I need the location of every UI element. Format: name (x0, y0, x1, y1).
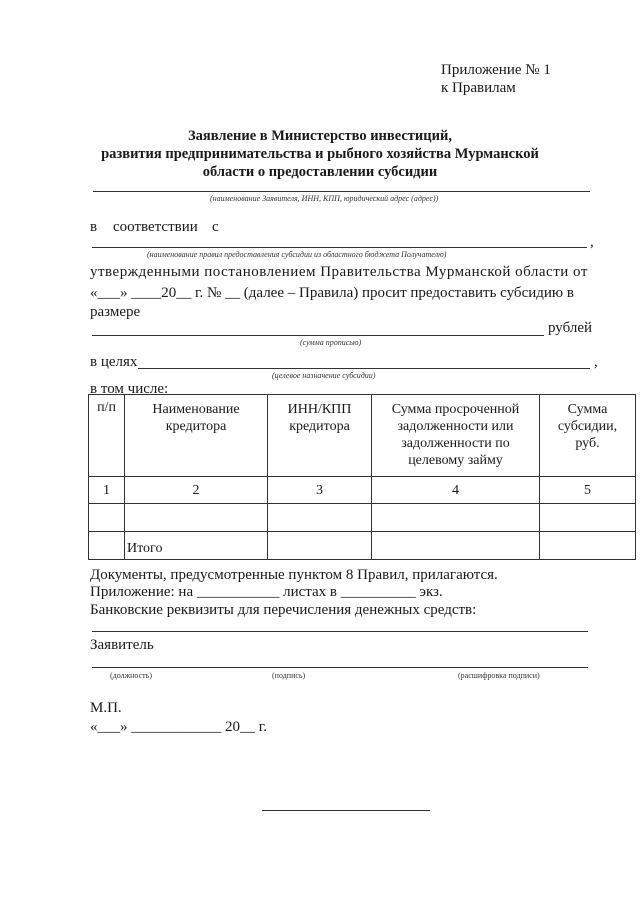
table-cell (540, 532, 636, 560)
rules-caption: (наименование правил предоставления субсидии из областного бюджета Получателю) (147, 250, 447, 259)
applicant-label: Заявитель (90, 637, 154, 653)
total-label: Итого (125, 532, 268, 560)
bottom-divider (262, 810, 430, 811)
appendix-rules: к Правилам (441, 80, 516, 96)
amount-fill-line (92, 335, 544, 336)
bank-details-text: Банковские реквизиты для перечисления денежных средств: (90, 602, 477, 618)
purpose-fill-line (138, 368, 590, 369)
bank-fill-line (92, 631, 588, 632)
table-row (89, 504, 636, 532)
number-cell: 1 (89, 477, 125, 504)
rules-comma: , (590, 234, 594, 250)
date-number-text: «___» ____20__ г. № __ (далее – Правила) просит предоставить субсидию в (90, 285, 574, 301)
approved-text: утвержденными постановлением Правительства Мурманской области от (90, 264, 588, 280)
header-cell-inn: ИНН/КПП кредитора (268, 395, 372, 477)
table-cell (89, 532, 125, 560)
size-label: размере (90, 304, 141, 320)
accordance-word: соответствии (113, 219, 198, 235)
attachment-text: Приложение: на ___________ листах в __________ экз. (90, 584, 443, 600)
applicant-caption: (наименование Заявителя, ИНН, КПП, юридический адрес (адрес)) (210, 194, 439, 203)
header-cell-number: п/п (89, 395, 125, 477)
table-cell (268, 504, 372, 532)
table-cell (372, 504, 540, 532)
accordance-v: в (90, 219, 98, 235)
document-title-line-3: области о предоставлении субсидии (202, 164, 438, 180)
table-cell (125, 504, 268, 532)
header-cell-subsidy: Сумма субсидии, руб. (540, 395, 636, 477)
rubles-label: рублей (548, 320, 593, 336)
appendix-number: Приложение № 1 (441, 62, 551, 78)
documents-text: Документы, предусмотренные пунктом 8 Правил, прилагаются. (90, 567, 498, 583)
number-cell: 4 (372, 477, 540, 504)
document-title-line-1: Заявление в Министерство инвестиций, (188, 128, 452, 144)
including-label: в том числе: (90, 381, 169, 397)
purpose-caption: (целевое назначение субсидии) (272, 371, 376, 380)
table-cell (268, 532, 372, 560)
purpose-comma: , (594, 354, 598, 370)
table-cell (372, 532, 540, 560)
table-total-row (89, 532, 636, 560)
amount-caption: (сумма прописью) (300, 338, 362, 347)
header-cell-creditor: Наименование кредитора (125, 395, 268, 477)
accordance-s: с (212, 219, 219, 235)
rules-fill-line (92, 247, 587, 248)
header-cell-overdue: Сумма просроченной задолженности или задолженности по целевому займу (372, 395, 540, 477)
signature-date: «___» ____________ 20__ г. (90, 719, 267, 735)
position-caption: (должность) (110, 671, 152, 680)
purpose-label: в целях (90, 354, 138, 370)
applicant-fill-line (93, 191, 590, 192)
table-number-row (89, 477, 636, 504)
stamp-label: М.П. (90, 700, 122, 716)
table-cell (540, 504, 636, 532)
table-header-row (89, 395, 636, 477)
decoding-caption: (расшифровка подписи) (458, 671, 540, 680)
number-cell: 2 (125, 477, 268, 504)
table-cell (89, 504, 125, 532)
creditors-table (88, 394, 636, 560)
number-cell: 3 (268, 477, 372, 504)
number-cell: 5 (540, 477, 636, 504)
signature-caption: (подпись) (272, 671, 306, 680)
document-title-line-2: развития предпринимательства и рыбного хозяйства Мурманской (101, 146, 539, 162)
signature-fill-line (92, 667, 588, 668)
